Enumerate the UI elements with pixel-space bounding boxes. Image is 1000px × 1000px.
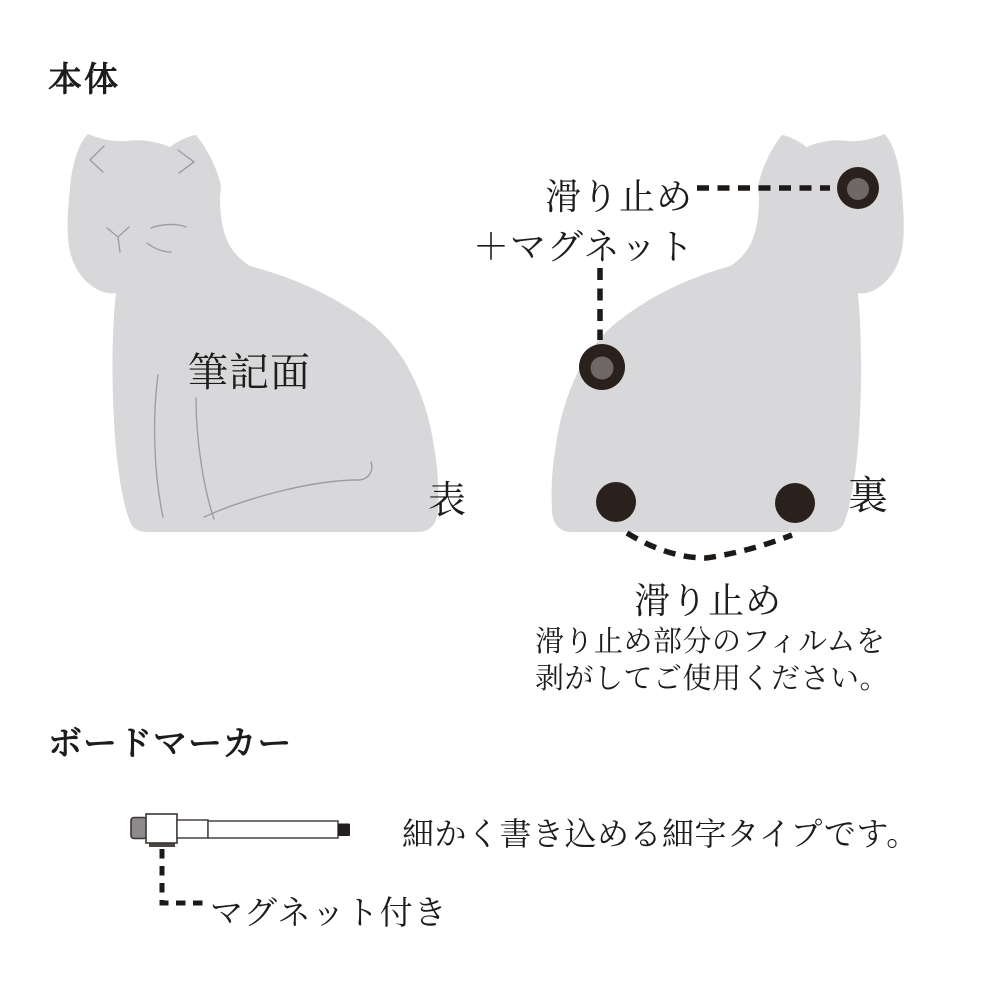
section-heading-body: 本体: [48, 60, 120, 100]
nonslip-magnet-dot-back-inner: [591, 357, 614, 380]
marker-magnet-label: マグネット付き: [210, 893, 448, 932]
marker-tip: [338, 824, 350, 837]
connector-marker-magnet: [162, 849, 204, 903]
writing-surface-label: 筆記面: [188, 350, 311, 396]
cat-front-silhouette: [68, 134, 439, 532]
marker-neck: [177, 820, 208, 838]
nonslip-magnet-label-line1: 滑り止め: [545, 177, 694, 218]
back-side-label: 裏: [848, 473, 888, 519]
nonslip-dot-left-foot: [596, 482, 636, 522]
board-marker-illustration: [131, 814, 350, 847]
nonslip-feet-label: 滑り止め: [634, 581, 783, 622]
nonslip-magnet-dot-head-inner: [847, 178, 869, 200]
marker-description: 細かく書き込める細字タイプです。: [402, 815, 919, 853]
marker-cap: [146, 814, 177, 843]
usage-note-line1: 滑り止め部分のフィルムを: [535, 624, 886, 658]
usage-note-line2: 剥がしてご使用ください。: [535, 661, 890, 695]
nonslip-magnet-label-line2: ＋マグネット: [473, 227, 695, 268]
marker-cap-end: [131, 818, 147, 839]
connector-nonslip-feet: [627, 533, 792, 558]
usage-note: [535, 623, 890, 697]
marker-barrel: [208, 821, 338, 838]
section-heading-marker: ボードマーカー: [48, 724, 293, 764]
front-side-label: 表: [428, 478, 467, 522]
nonslip-dot-right-foot: [775, 483, 815, 523]
